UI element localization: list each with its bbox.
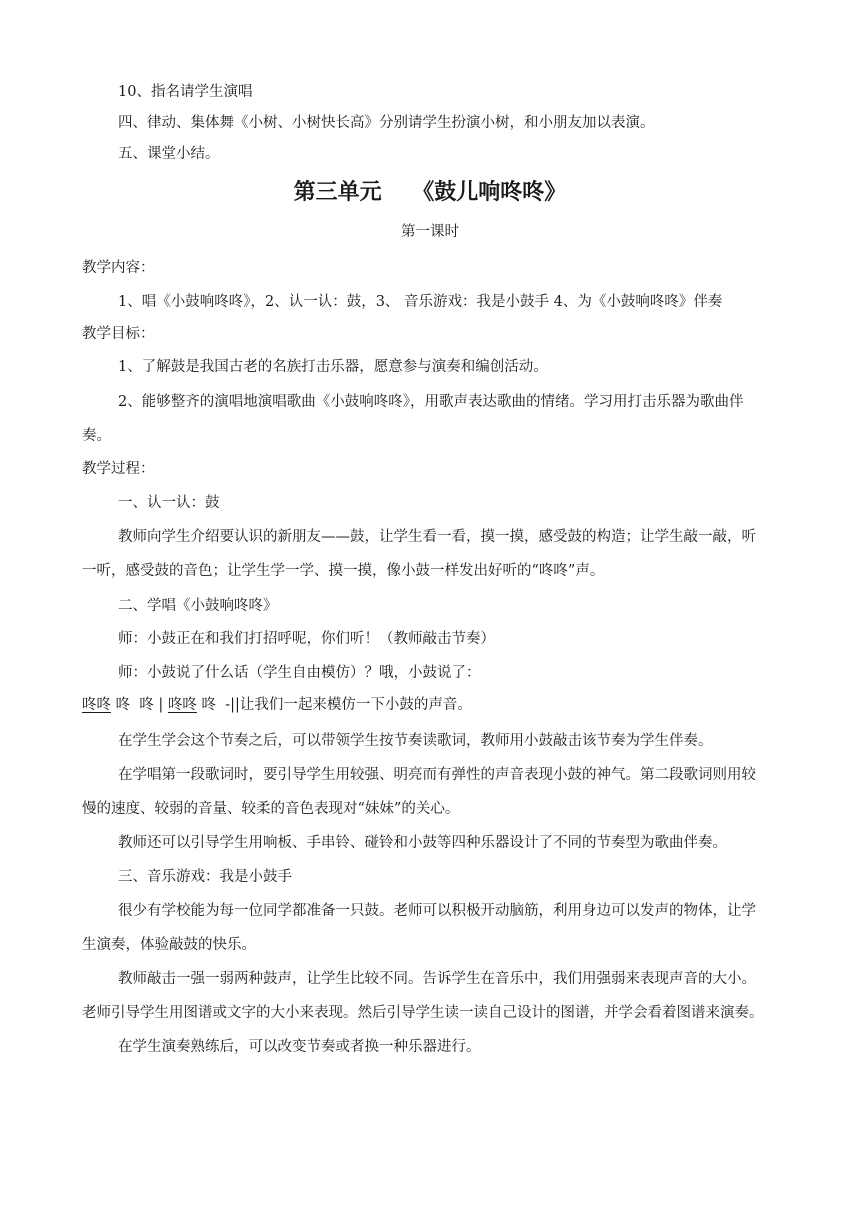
- paragraph-line: 老师引导学生用图谱或文字的大小来表现。然后引导学生读一读自己设计的图谱，并学会看着图谱来演奏。: [82, 1005, 764, 1021]
- process-heading: 教学过程：: [82, 461, 155, 477]
- lesson-label: 第一课时: [401, 224, 459, 240]
- text-line: 五、课堂小结。: [118, 146, 220, 162]
- paragraph-line: 教师敲击一强一弱两种鼓声，让学生比较不同。告诉学生在音乐中，我们用强弱来表现声音的大小。: [118, 971, 756, 987]
- goal-2-cont: 奏。: [82, 428, 111, 444]
- paragraph-line: 师：小鼓说了什么话（学生自由模仿）？哦，小鼓说了：: [118, 665, 481, 681]
- paragraph-line: 在学生学会这个节奏之后，可以带领学生按节奏读歌词，教师用小鼓敲击该节奏为学生伴奏。: [118, 733, 713, 749]
- content-line: 1、唱《小鼓响咚咚》，2、认一认：鼓，3、 音乐游戏：我是小鼓手 4、为《小鼓响咚咚》伴奏: [118, 294, 723, 310]
- section-heading: 一、认一认：鼓: [118, 495, 220, 511]
- text-line: 10、指名请学生演唱: [118, 84, 253, 100]
- unit-title: 第三单元 《鼓儿响咚咚》: [293, 180, 567, 205]
- paragraph-line: 生演奏，体验敲鼓的快乐。: [82, 937, 256, 953]
- paragraph-line: 在学生演奏熟练后，可以改变节奏或者换一种乐器进行。: [118, 1039, 481, 1055]
- goals-heading: 教学目标：: [82, 326, 155, 342]
- paragraph-line: 很少有学校能为每一位同学都准备一只鼓。老师可以积极开动脑筋，利用身边可以发声的物体，让学: [118, 903, 756, 919]
- rhythm-note: 咚 咚 |: [111, 697, 168, 713]
- rhythm-line: [82, 695, 782, 715]
- paragraph-line: 一听，感受鼓的音色；让学生学一学、摸一摸，像小鼓一样发出好听的“咚咚”声。: [82, 563, 605, 579]
- paragraph-line: 教师还可以引导学生用响板、手串铃、碰铃和小鼓等四种乐器设计了不同的节奏型为歌曲伴奏。: [118, 835, 727, 851]
- rhythm-note: 咚咚: [82, 697, 111, 713]
- goal-1: 1、了解鼓是我国古老的名族打击乐器，愿意参与演奏和编创活动。: [118, 359, 548, 375]
- rhythm-note: 咚咚: [167, 697, 197, 713]
- paragraph-line: 教师向学生介绍要认识的新朋友——鼓，让学生看一看，摸一摸，感受鼓的构造；让学生敲一敲，听: [118, 529, 756, 545]
- goal-2: 2、能够整齐的演唱地演唱歌曲《小鼓响咚咚》，用歌声表达歌曲的情绪。学习用打击乐器为歌曲伴: [118, 394, 744, 410]
- paragraph-line: 在学唱第一段歌词时，要引导学生用较强、明亮而有弹性的声音表现小鼓的神气。第二段歌词则用较: [118, 767, 756, 783]
- paragraph-line: 慢的速度、较弱的音量、较柔的音色表现对“妹妹”的关心。: [82, 801, 460, 817]
- section-heading: 三、音乐游戏：我是小鼓手: [118, 869, 292, 885]
- content-heading: 教学内容：: [82, 260, 155, 276]
- text-line: 四、律动、集体舞《小树、小树快长高》分别请学生扮演小树，和小朋友加以表演。: [118, 115, 655, 131]
- paragraph-line: 师：小鼓正在和我们打招呼呢，你们听！（教师敲击节奏）: [118, 631, 495, 647]
- rhythm-note: 咚 -||让我们一起来模仿一下小鼓的声音。: [196, 697, 472, 713]
- section-heading: 二、学唱《小鼓响咚咚》: [118, 598, 278, 614]
